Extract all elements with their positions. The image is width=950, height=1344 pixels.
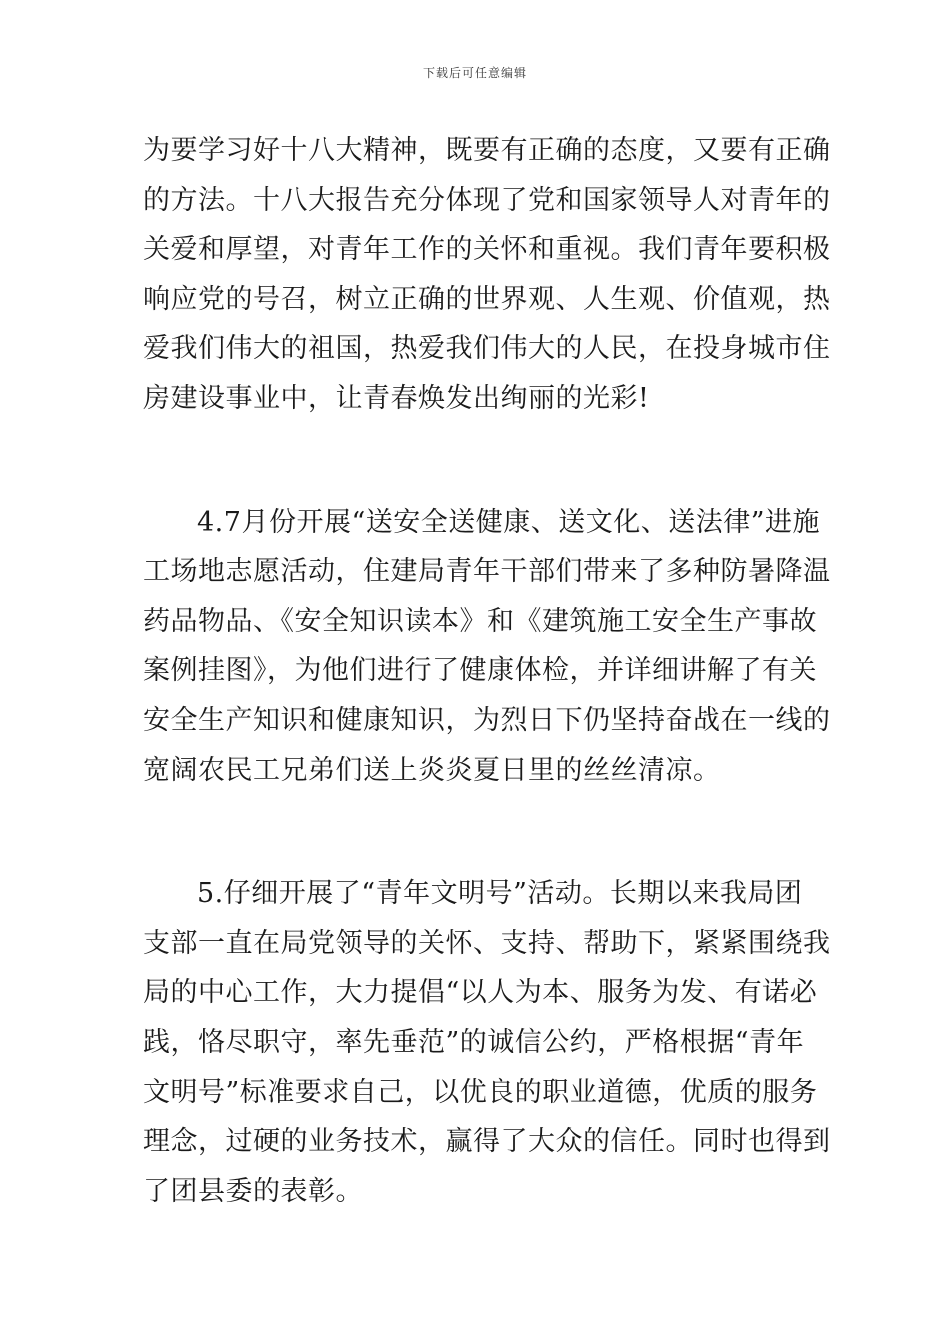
text-line: 为要学习好十八大精神，既要有正确的态度，又要有正确 — [143, 135, 831, 166]
text-line: 局的中心工作，大力提倡“以人为本、服务为发、有诺必 — [143, 977, 818, 1009]
text-line: 了团县委的表彰。 — [143, 1175, 363, 1207]
text-line: 文明号”标准要求自己，以优良的职业道德，优质的服务 — [143, 1076, 818, 1108]
text-line: 案例挂图》，为他们进行了健康体检，并详细讲解了有关 — [143, 655, 817, 687]
text-line: 响应党的号召，树立正确的世界观、人生观、价值观，热 — [143, 283, 831, 315]
text-line: 践，恪尽职守，率先垂范”的诚信公约，严格根据“青年 — [143, 1026, 805, 1058]
paragraph-2 — [143, 498, 831, 796]
text-line: 安全生产知识和健康知识，为烈日下仍坚持奋战在一线的 — [143, 704, 831, 736]
paragraph-1 — [143, 126, 831, 424]
document-body — [143, 126, 831, 1216]
text-line: 支部一直在局党领导的关怀、支持、帮助下，紧紧围绕我 — [143, 927, 831, 959]
paragraph-spacer — [143, 424, 815, 498]
text-line: 宽阔农民工兄弟们送上炎炎夏日里的丝丝清凉。 — [143, 754, 721, 786]
text-line: 药品物品、《安全知识读本》和《建筑施工安全生产事故 — [143, 605, 817, 637]
text-line: 爱我们伟大的祖国，热爱我们伟大的人民，在投身城市住 — [143, 333, 831, 365]
text-line: 的方法。十八大报告充分体现了党和国家领导人对青年的 — [143, 184, 831, 216]
text-line: 理念，过硬的业务技术，赢得了大众的信任。同时也得到 — [143, 1126, 831, 1158]
text-line: 房建设事业中，让青春焕发出绚丽的光彩! — [143, 382, 650, 414]
text-line: 5.仔细开展了“青年文明号”活动。长期以来我局团 — [197, 878, 803, 910]
text-line: 4.7月份开展“送安全送健康、送文化、送法律”进施 — [197, 506, 821, 538]
paragraph-3 — [143, 869, 831, 1216]
text-line: 关爱和厚望，对青年工作的关怀和重视。我们青年要积极 — [143, 234, 831, 266]
page-header: 下载后可任意编辑 — [422, 66, 527, 80]
text-line: 工场地志愿活动，住建局青年干部们带来了多种防暑降温 — [143, 556, 831, 588]
paragraph-spacer — [143, 795, 815, 869]
